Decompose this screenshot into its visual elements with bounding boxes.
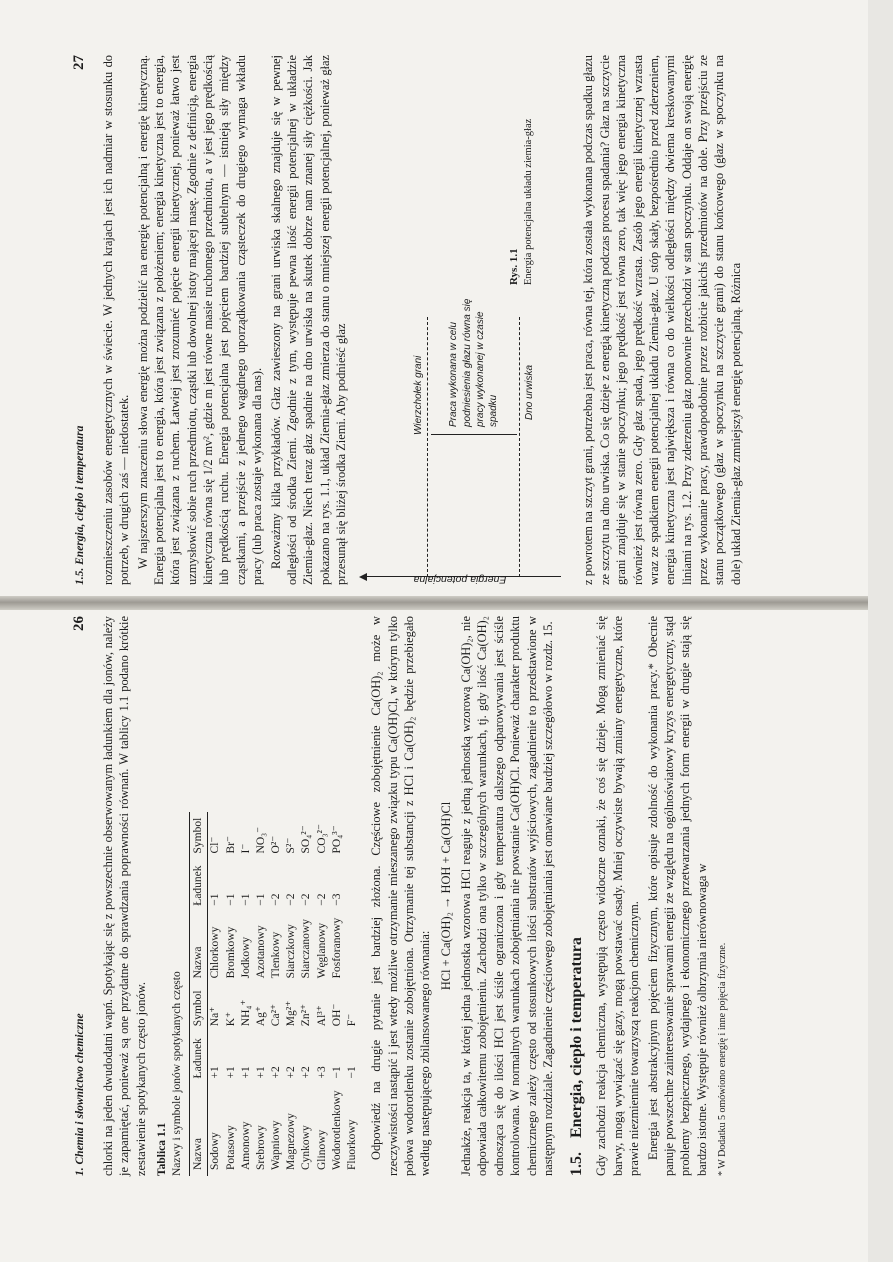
table-cell: −1 bbox=[345, 1066, 358, 1079]
page-number: 26 bbox=[71, 616, 87, 631]
table-cell: Tlenkowy bbox=[270, 931, 283, 979]
table-cell: +3 bbox=[315, 1066, 328, 1079]
footnote: * W Dodatku 5 omówiono energię i inne pojęcia fizyczne. bbox=[717, 942, 729, 1176]
table-cell: K⁺ bbox=[224, 1011, 237, 1027]
table-cell: Glinowy bbox=[315, 1129, 328, 1170]
paragraph: Odpowiedź na drugie pytanie jest bardziej złożona. Częściowe zobojętnienie Ca(OH)₂ może w rzeczywistości nastąpić i jest wtedy możliwe otrzymanie mieszanego związku typu Ca(OH)Cl, w którym tylko połowa wodorotlenku zostanie zobojętniona. Otrzymanie tej substancji z HCl i Ca(OH)₂ będzie przebiegało według następującego zbilansowanego równania: bbox=[369, 616, 433, 1176]
table-cell: Ca²⁺ bbox=[270, 1003, 283, 1027]
table-cell bbox=[345, 812, 360, 860]
table-cell: +2 bbox=[300, 1066, 313, 1079]
table-row bbox=[284, 812, 299, 1176]
table-cell: Wodorotlenkowy bbox=[330, 1090, 343, 1170]
table-cell: Srebrowy bbox=[254, 1125, 267, 1170]
table-cell: Amonowy bbox=[239, 1121, 252, 1170]
column-header: Nazwa bbox=[190, 1084, 208, 1176]
column-header: Symbol bbox=[190, 812, 208, 860]
table-caption bbox=[155, 616, 185, 1176]
ion-table bbox=[189, 812, 360, 1176]
table-cell: Zn²⁺ bbox=[300, 1003, 313, 1027]
table-cell: Cl⁻ bbox=[209, 836, 222, 854]
table-cell: −1 bbox=[224, 893, 237, 906]
section-heading bbox=[566, 616, 587, 1176]
column-header: Symbol bbox=[190, 984, 208, 1032]
paragraph: Gdy zachodzi reakcja chemiczna, występują często widoczne oznaki, że coś się dzieje. Mogą zmieniać się barwy, mogą wywiązać się gazy, mogą powstawać osady. Mniej oczywiste bywają zmiany energetyczne, które prawie niezmiennie towarzyszą reakcjom chemicznym. bbox=[594, 616, 642, 1176]
equation: HCl + Ca(OH)₂ → HOH + Ca(OH)Cl bbox=[438, 801, 453, 991]
paragraph: Jednakże, reakcja ta, w której jedna jednostka wzorowa HCl reaguje z jedną jednostką wzorową Ca(OH)₂, nie odpowiada całkowitemu zobojętnieniu. Zachodzi ona tylko w szczególnych warunkach, tj. gdy ilość Ca(OH)₂ odnosząca się do ilości HCl jest ściśle ograniczona i gdy temperatura dalszego odparowywania jest ściśle kontrolowana. W normalnych warunkach zobojętniania nie powstanie Ca(OH)Cl. Ponieważ charakter produktu chemicznego zależy często od stosunkowych ilości substratów wyjściowych, zagadnienie to przedstawione w następnym rozdziale. Zagadnienie częściowego zobojętniania jest omawiane bardziej szczegółowo w rozdz. 15. bbox=[459, 616, 555, 1176]
top-level-line bbox=[427, 317, 428, 577]
paragraph: Rozważmy kilka przykładów. Głaz zawieszony na grani urwiska skalnego znajduje się w pewnej odległości od środka Ziemi. Zgodnie z tym, występuje pewna ilość energii potencjalnej w układzie Ziemia-głaz. Niech teraz głaz spadnie na dno urwiska na skutek dobrze nam znanej siły ciężkości. Jak pokazano na rys. 1.1, układ Ziemia-głaz zmierza do stanu o mniejszej energii potencjalnej, ponieważ głaz przesunął się bliżej środka Ziemi. Aby podnieść głaz bbox=[268, 55, 349, 585]
page-27 bbox=[70, 55, 870, 585]
table-cell: +1 bbox=[224, 1066, 237, 1079]
table-cell: Magnezowy bbox=[285, 1113, 298, 1170]
axis-label: Energia potencjalna bbox=[413, 573, 507, 586]
table-cell: −2 bbox=[315, 893, 328, 906]
table-cell: −2 bbox=[300, 893, 313, 906]
table-cell: +2 bbox=[285, 1066, 298, 1079]
table-cell: Wapniowy bbox=[270, 1120, 283, 1170]
table-row bbox=[299, 812, 314, 1176]
figure-caption-id: Rys. 1.1 bbox=[508, 248, 521, 285]
paragraph: rozmieszczeniu zasobów energetycznych w świecie. W jednych krajach jest ich nadmiar w stosunku do potrzeb, w drugich zaś — niedostatek. bbox=[100, 55, 132, 585]
table-cell: Fosforanowy bbox=[330, 917, 343, 979]
table-cell: Siarczkowy bbox=[285, 924, 298, 979]
table-row bbox=[315, 812, 330, 1176]
paragraph: Energia jest abstrakcyjnym pojęciem fizycznym, które opisuje zdolność do wykonania pracy.* Obecnie panuje powszechne zainteresowanie sprawami energii ze względu na ogólnoświatowy kryzys energetyczny, stąd problemy bezpiecznego, wydajnego i ekonomicznego przetwarzania jednych form energii w drugie stają się bardzo istotne. Występuje również olbrzymia nierównowaga w bbox=[645, 616, 709, 1176]
table-cell: Chlorkowy bbox=[209, 926, 222, 979]
running-title: 1. Chemia i słownictwo chemiczne bbox=[74, 1013, 86, 1176]
table-cell: SO₄²⁻ bbox=[300, 825, 313, 854]
table-cell bbox=[345, 859, 360, 911]
table-cell: −3 bbox=[330, 893, 343, 906]
table-cell: CO₃²⁻ bbox=[315, 823, 328, 854]
table-row bbox=[239, 812, 254, 1176]
table-cell: S²⁻ bbox=[285, 837, 298, 854]
table-cell: Br⁻ bbox=[224, 835, 237, 854]
figure-1-1 bbox=[357, 55, 572, 585]
table-row bbox=[208, 812, 224, 1176]
table-cell: NO₃⁻ bbox=[254, 826, 267, 854]
page-number: 27 bbox=[71, 55, 87, 70]
arrow-label: Praca wykonana w celu podniesienia głazu równa się pracy wykonanej w czasie spadku bbox=[448, 298, 499, 427]
table-caption-id: Tablica 1.1 bbox=[155, 1122, 168, 1176]
page-edge bbox=[868, 0, 893, 1262]
table-cell: +1 bbox=[209, 1066, 222, 1079]
table-cell: F⁻ bbox=[345, 1013, 358, 1027]
table-cell: O²⁻ bbox=[270, 835, 283, 854]
table-cell: +1 bbox=[254, 1066, 267, 1079]
column-header: Ładunek bbox=[190, 859, 208, 911]
table-cell: Ag⁺ bbox=[254, 1006, 267, 1027]
table-cell: Cynkowy bbox=[300, 1125, 313, 1170]
table-cell: −1 bbox=[330, 1066, 343, 1079]
paragraph: z powrotem na szczyt grani, potrzebna jest praca, równa tej, która została wykonana podczas spadku głazu ze szczytu na dno urwiska. Co się dzieje z energią kinetyczną podczas procesu spadania? Głaz na szczycie grani znajduje się w stanie spoczynku; jego prędkość jest równa zero, tak więc jego energia kinetyczna również jest równa zero. Gdy głaz spada, jego prędkość wzrasta. Zasób jego energii kinetycznej wzrasta wraz ze spadkiem energii potencjalnej układu Ziemia-głaz. U stóp skały, bezpośrednio przed zderzeniem, energia kinetyczna jest największa i równa co do wielkości odległości między dwiema kreskowanymi liniami na rys. 1.2. Przy zderzeniu głaz ponownie przechodzi w stan spoczynku. Oddaje on swoją energię przez wykonanie pracy, prawdopodobnie przez rozbicie jakichś przedmiotów na dole. Przy przejściu ze stanu początkowego (głaz w spoczynku na szczycie grani) do stanu końcowego (głaz w spoczynku na dole) układ Ziemia-głaz zmniejszył energię potencjalną. Różnica bbox=[581, 55, 743, 585]
section-number: 1.5. bbox=[568, 1152, 586, 1176]
table-cell: Jodkowy bbox=[239, 936, 252, 979]
table-cell: Siarczanowy bbox=[300, 919, 313, 979]
table-cell: −1 bbox=[254, 893, 267, 906]
table-cell: Azotanowy bbox=[254, 925, 267, 979]
table-cell: −1 bbox=[239, 893, 252, 906]
running-title: 1.5. Energia, ciepło i temperatura bbox=[74, 425, 86, 585]
table-cell: Na⁺ bbox=[209, 1006, 222, 1027]
column-header: Ładunek bbox=[190, 1032, 208, 1084]
figure-caption bbox=[507, 119, 535, 285]
page-header bbox=[70, 616, 90, 1176]
table-row bbox=[224, 812, 239, 1176]
table-header-row bbox=[190, 812, 208, 1176]
table-cell: Potasowy bbox=[224, 1125, 237, 1170]
bottom-level-label: Dno urwiska bbox=[524, 364, 536, 420]
table-cell: −2 bbox=[285, 893, 298, 906]
section-title: Energia, ciepło i temperatura bbox=[568, 937, 586, 1138]
page-26 bbox=[70, 616, 870, 1176]
table-cell: Węglanowy bbox=[315, 922, 328, 979]
table-cell: Mg²⁺ bbox=[285, 1000, 298, 1027]
table-cell: I⁻ bbox=[239, 843, 252, 854]
table-cell: Bromkowy bbox=[224, 926, 237, 979]
table-row bbox=[345, 812, 360, 1176]
table-cell: −2 bbox=[270, 893, 283, 906]
table-cell: +2 bbox=[270, 1066, 283, 1079]
table-row bbox=[254, 812, 269, 1176]
table-cell: Fluorkowy bbox=[345, 1119, 358, 1170]
table-cell: +1 bbox=[239, 1066, 252, 1079]
table-cell: OH⁻ bbox=[330, 1003, 343, 1027]
paragraph: chlorki na jeden dwudodatni wapń. Spotykając się z powszechnie obserwowanym ładunkiem dla jonów, należy je zapamiętać, ponieważ są one przydatne do sprawdzania poprawności równań. W tablicy 1.1 podano krótkie zestawienie spotykanych często jonów. bbox=[100, 616, 148, 1176]
table-cell bbox=[345, 912, 360, 985]
table-cell: PO₄³⁻ bbox=[330, 825, 343, 854]
table-row bbox=[269, 812, 284, 1176]
table-cell: NH₄⁺ bbox=[239, 999, 252, 1027]
table-caption-text: Nazwy i symbole jonów spotykanych często bbox=[171, 971, 184, 1176]
table-cell: Sodowy bbox=[209, 1132, 222, 1170]
table-cell: −1 bbox=[209, 893, 222, 906]
paragraph: W najszerszym znaczeniu słowa energię można podzielić na energię potencjalną i energię kinetyczną. Energia potencjalna jest to energia, która jest związana z położeniem; energia kinetyczna jest to energia, która jest związana z ruchem. Łatwiej jest zrozumieć pojęcie energii kinetycznej, ponieważ łatwo jest uzmysłowić sobie ruch przedmiotu, cząstki lub dowolnej istoty mającej masę. Zgodnie z definicją, energia kinetyczna równa się 1/2 mv², gdzie m jest równe masie ruchomego przedmiotu, a v jest jego prędkością lub prędkością ruchu. Energia potencjalna jest pojęciem bardziej subtelnym — istnieją siły między cząstkami, a przejście z jednego wągdnego uporządkowania cząsteczek do drugiego wymaga wkładu pracy (lub praca zostaje wykonana dla nas). bbox=[135, 55, 265, 585]
figure-caption-text: Energia potencjalna układu ziemia-głaz bbox=[522, 118, 534, 285]
work-arrow bbox=[431, 434, 517, 435]
top-level-label: Wierzchołek grani bbox=[413, 355, 425, 435]
page-header bbox=[70, 55, 90, 585]
table-cell: Al³⁺ bbox=[315, 1005, 328, 1027]
book-gutter bbox=[0, 596, 893, 610]
bottom-level-line bbox=[519, 317, 520, 577]
ion-table-body bbox=[208, 812, 360, 1176]
table-row bbox=[330, 812, 345, 1176]
column-header: Nazwa bbox=[190, 912, 208, 985]
